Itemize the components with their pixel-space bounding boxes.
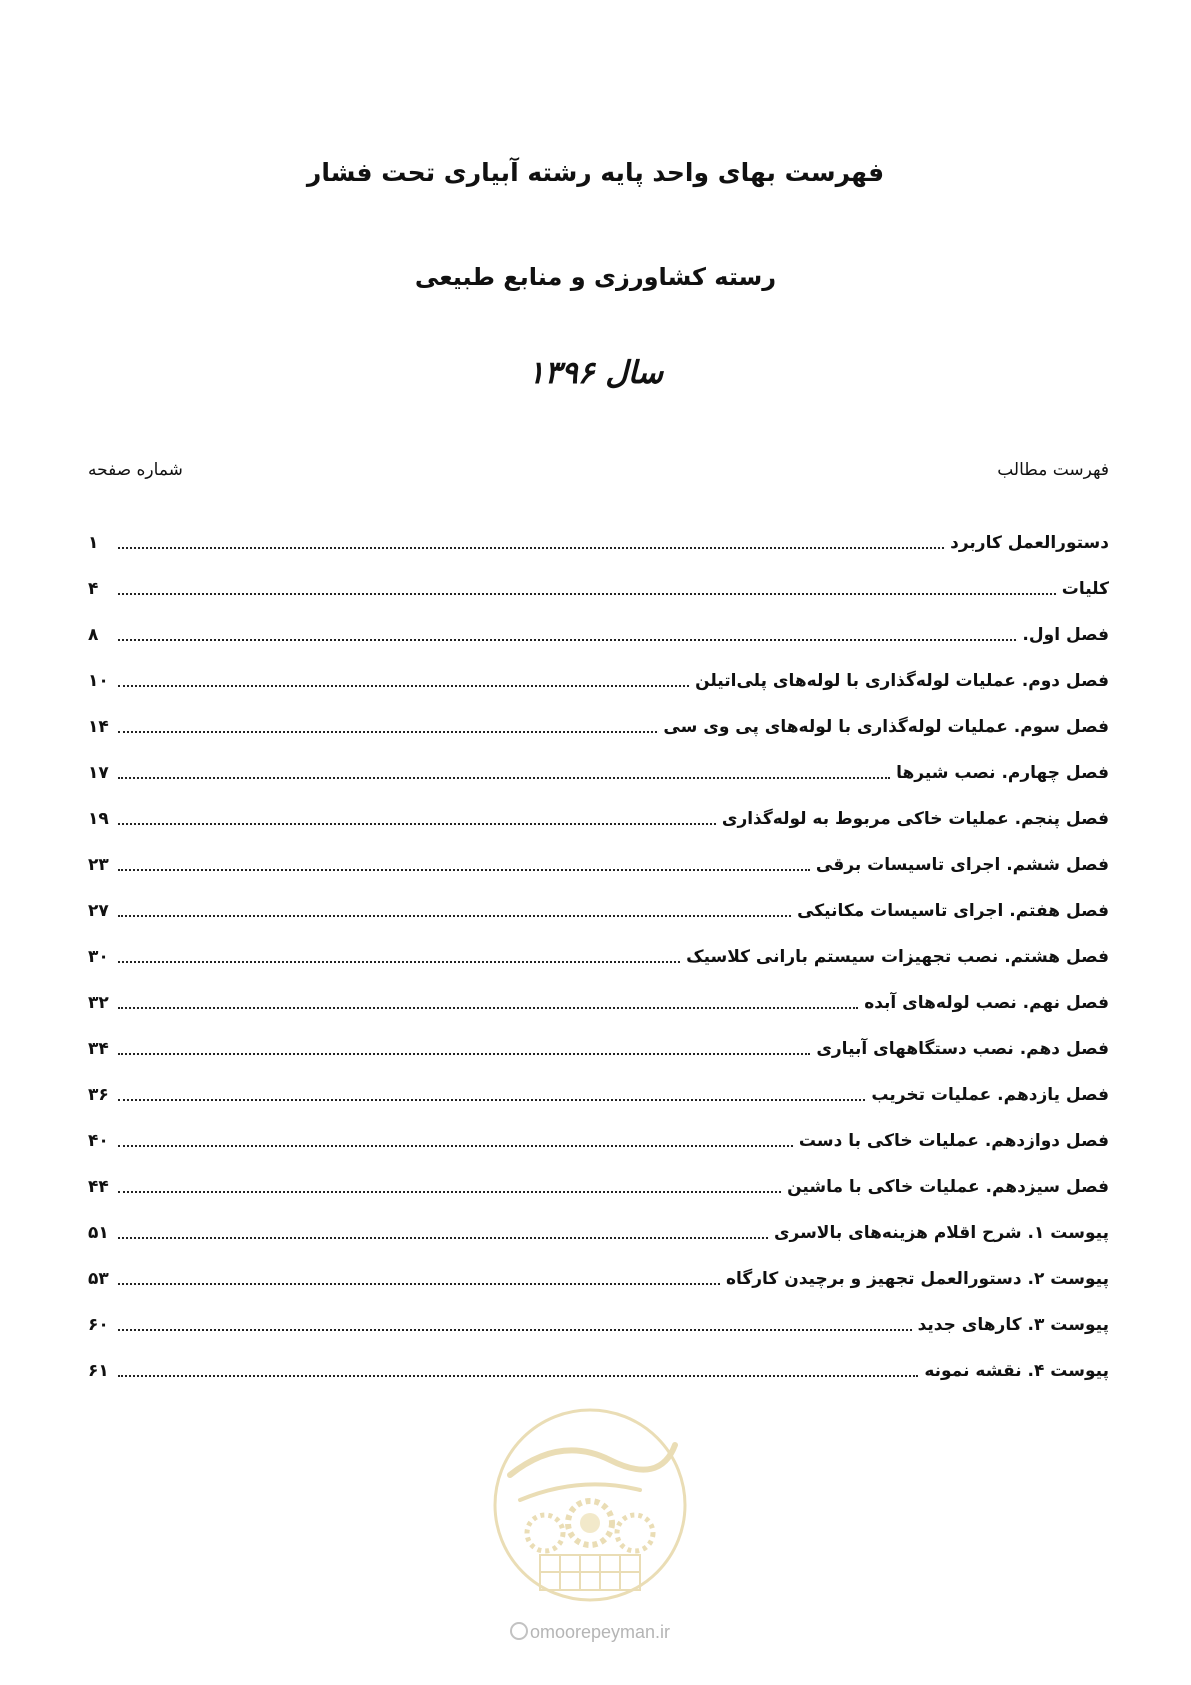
toc-entry-page: ۳۴ xyxy=(88,1039,109,1059)
toc-entry-page: ۱۹ xyxy=(88,809,109,829)
table-of-contents xyxy=(88,520,1109,1394)
toc-entry-page: ۵۳ xyxy=(88,1269,109,1289)
toc-entry xyxy=(88,934,1109,980)
toc-entry-label: پیوست ۴. نقشه نمونه xyxy=(924,1361,1109,1381)
toc-leader-dots xyxy=(118,1329,912,1331)
toc-entry xyxy=(88,750,1109,796)
toc-leader-dots xyxy=(118,639,1016,641)
toc-entry-label: پیوست ۳. کارهای جدید xyxy=(917,1315,1109,1335)
toc-entry-label: فصل دوازدهم. عملیات خاکی با دست xyxy=(798,1131,1109,1151)
toc-entry-label: فصل یازدهم. عملیات تخریب xyxy=(871,1085,1109,1105)
toc-entry-label: فصل پنجم. عملیات خاکی مربوط به لوله‌گذاری xyxy=(721,809,1109,829)
toc-entry xyxy=(88,612,1109,658)
toc-leader-dots xyxy=(118,731,657,733)
toc-entry-label: پیوست ۱. شرح اقلام هزینه‌های بالاسری xyxy=(773,1223,1109,1243)
toc-header-contents: فهرست مطالب xyxy=(997,460,1109,480)
toc-entry-label: فصل دهم. نصب دستگاههای آبیاری xyxy=(816,1039,1109,1059)
toc-entry xyxy=(88,1348,1109,1394)
toc-entry xyxy=(88,704,1109,750)
toc-entry-label: فصل ششم. اجرای تاسیسات برقی xyxy=(815,855,1109,875)
toc-entry-page: ۲۷ xyxy=(88,901,109,921)
toc-entry xyxy=(88,980,1109,1026)
at-sign-icon xyxy=(510,1622,528,1640)
toc-entry xyxy=(88,1118,1109,1164)
watermark-site-text: omoorepeyman.ir xyxy=(529,1622,671,1642)
toc-leader-dots xyxy=(118,1237,768,1239)
toc-entry-label: فصل دوم. عملیات لوله‌گذاری با لوله‌های پلی‌اتیلن xyxy=(695,671,1109,691)
toc-entry xyxy=(88,1210,1109,1256)
toc-entry xyxy=(88,842,1109,888)
toc-entry-page: ۴ xyxy=(88,579,99,599)
toc-leader-dots xyxy=(118,1099,865,1101)
toc-entry-page: ۸ xyxy=(88,625,99,645)
toc-entry xyxy=(88,566,1109,612)
toc-leader-dots xyxy=(118,1145,793,1147)
document-year: سال ۱۳۹۶ xyxy=(527,355,664,391)
toc-entry xyxy=(88,1256,1109,1302)
toc-entry xyxy=(88,658,1109,704)
toc-entry xyxy=(88,796,1109,842)
toc-leader-dots xyxy=(118,915,791,917)
toc-entry-label: فصل اول. xyxy=(1022,625,1109,645)
toc-entry-page: ۴۴ xyxy=(88,1177,109,1197)
toc-entry-label: پیوست ۲. دستورالعمل تجهیز و برچیدن کارگاه xyxy=(725,1269,1109,1289)
toc-entry xyxy=(88,520,1109,566)
watermark-site xyxy=(470,1622,710,1643)
toc-leader-dots xyxy=(118,1375,918,1377)
toc-entry-page: ۵۱ xyxy=(88,1223,109,1243)
toc-leader-dots xyxy=(118,1053,810,1055)
toc-entry-page: ۳۲ xyxy=(88,993,109,1013)
toc-entry-label: فصل چهارم. نصب شیرها xyxy=(896,763,1109,783)
toc-entry xyxy=(88,1164,1109,1210)
toc-entry xyxy=(88,1026,1109,1072)
toc-leader-dots xyxy=(118,685,689,687)
seal-watermark-icon xyxy=(490,1405,690,1605)
toc-entry-label: دستورالعمل کاربرد xyxy=(950,533,1109,553)
document-subtitle: رسته کشاورزی و منابع طبیعی xyxy=(414,263,777,291)
toc-leader-dots xyxy=(118,777,890,779)
toc-leader-dots xyxy=(118,547,944,549)
toc-entry-page: ۱۰ xyxy=(88,671,109,691)
toc-entry-label: فصل نهم. نصب لوله‌های آبده xyxy=(864,993,1109,1013)
toc-leader-dots xyxy=(118,593,1056,595)
toc-leader-dots xyxy=(118,1007,858,1009)
toc-entry-page: ۱۷ xyxy=(88,763,109,783)
toc-entry-page: ۳۰ xyxy=(88,947,109,967)
toc-entry-page: ۳۶ xyxy=(88,1085,109,1105)
toc-leader-dots xyxy=(118,869,810,871)
toc-leader-dots xyxy=(118,1283,720,1285)
toc-entry-page: ۴۰ xyxy=(88,1131,109,1151)
toc-leader-dots xyxy=(118,823,716,825)
toc-leader-dots xyxy=(118,1191,781,1193)
toc-entry-label: فصل سیزدهم. عملیات خاکی با ماشین xyxy=(787,1177,1109,1197)
toc-entry-page: ۲۳ xyxy=(88,855,109,875)
toc-entry-page: ۶۱ xyxy=(88,1361,109,1381)
toc-entry xyxy=(88,1302,1109,1348)
toc-entry-label: کلیات xyxy=(1061,579,1109,599)
document-title: فهرست بهای واحد پایه رشته آبیاری تحت فشار xyxy=(306,158,885,187)
toc-entry-label: فصل هفتم. اجرای تاسیسات مکانیکی xyxy=(797,901,1109,921)
toc-header-page-number: شماره صفحه xyxy=(88,460,183,480)
toc-leader-dots xyxy=(118,961,680,963)
toc-entry xyxy=(88,1072,1109,1118)
toc-entry xyxy=(88,888,1109,934)
toc-entry-label: فصل سوم. عملیات لوله‌گذاری با لوله‌های پی وی سی xyxy=(663,717,1109,737)
toc-entry-page: ۱۴ xyxy=(88,717,109,737)
toc-entry-label: فصل هشتم. نصب تجهیزات سیستم بارانی کلاسیک xyxy=(686,947,1109,967)
toc-entry-page: ۶۰ xyxy=(88,1315,109,1335)
toc-entry-page: ۱ xyxy=(88,533,99,553)
